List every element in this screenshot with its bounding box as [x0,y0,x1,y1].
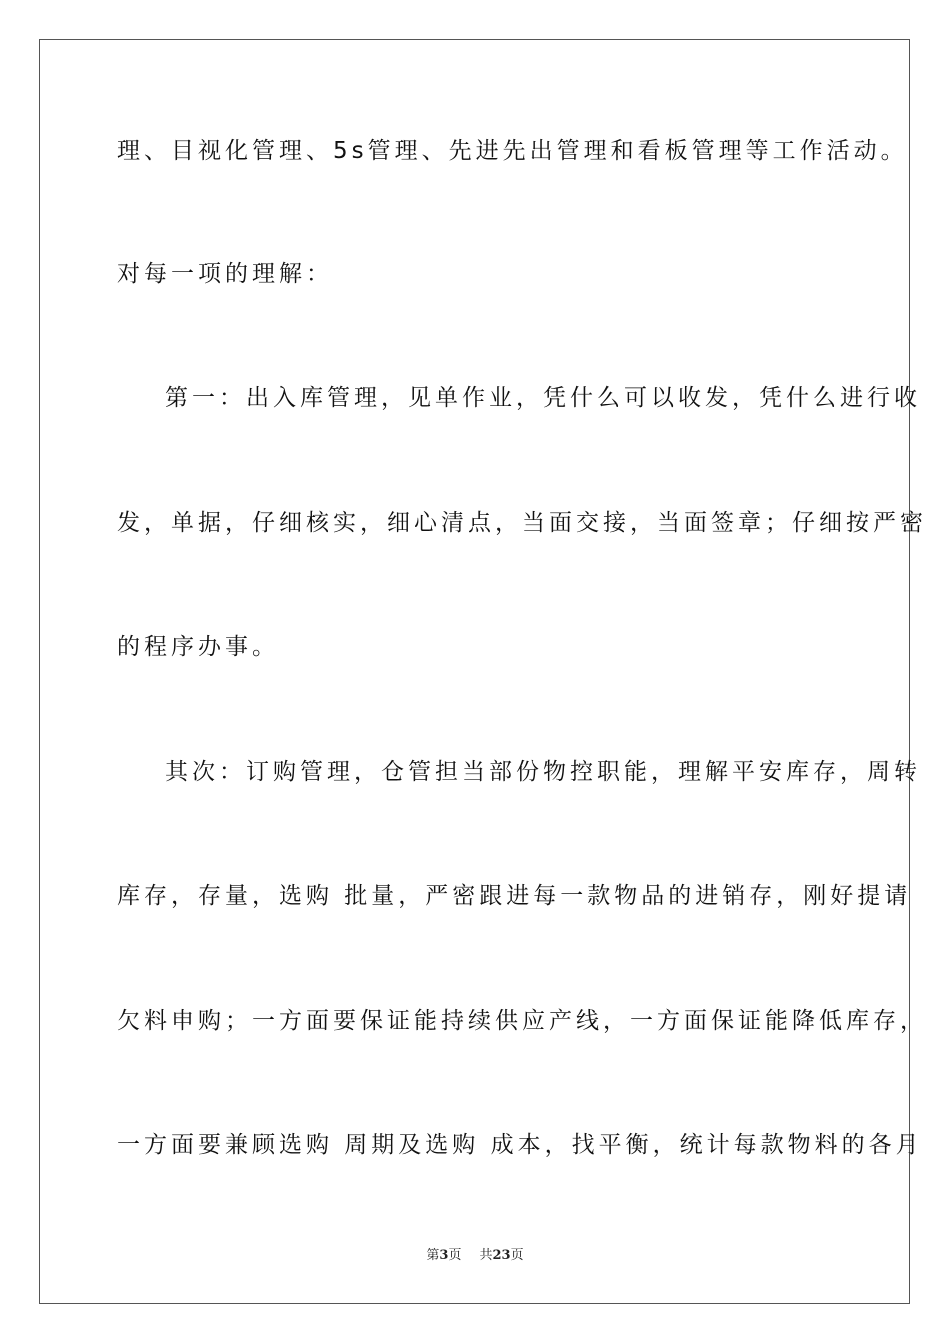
footer-total-pages: 23 [492,1248,511,1263]
footer-page-suffix: 页 [448,1248,462,1263]
text-line-7: 库存，存量，选购 批量，严密跟进每一款物品的进销存，刚好提请 [117,883,912,909]
page-footer [0,1247,950,1265]
text-line-2: 对每一项的理解： [117,261,333,287]
text-line-4: 发，单据，仔细核实，细心清点，当面交接，当面签章；仔细按严密 [117,510,927,536]
footer-total-prefix: 共 [479,1248,493,1263]
footer-page-prefix: 第 [426,1248,440,1263]
text-line-6: 其次：订购管理，仓管担当部份物控职能，理解平安库存，周转 [165,759,921,785]
text-line-5: 的程序办事。 [117,634,279,660]
footer-total-suffix: 页 [510,1248,524,1263]
page-border [39,39,927,1304]
text-line-1: 理、目视化管理、5s管理、先进先出管理和看板管理等工作活动。 [117,138,908,164]
text-line-9: 一方面要兼顾选购 周期及选购 成本，找平衡，统计每款物料的各月 [117,1132,923,1158]
footer-page-number: 3 [439,1248,449,1263]
text-line-3: 第一：出入库管理，见单作业，凭什么可以收发，凭什么进行收 [165,385,921,411]
text-line-8: 欠料申购；一方面要保证能持续供应产线，一方面保证能降低库存， [117,1008,927,1034]
